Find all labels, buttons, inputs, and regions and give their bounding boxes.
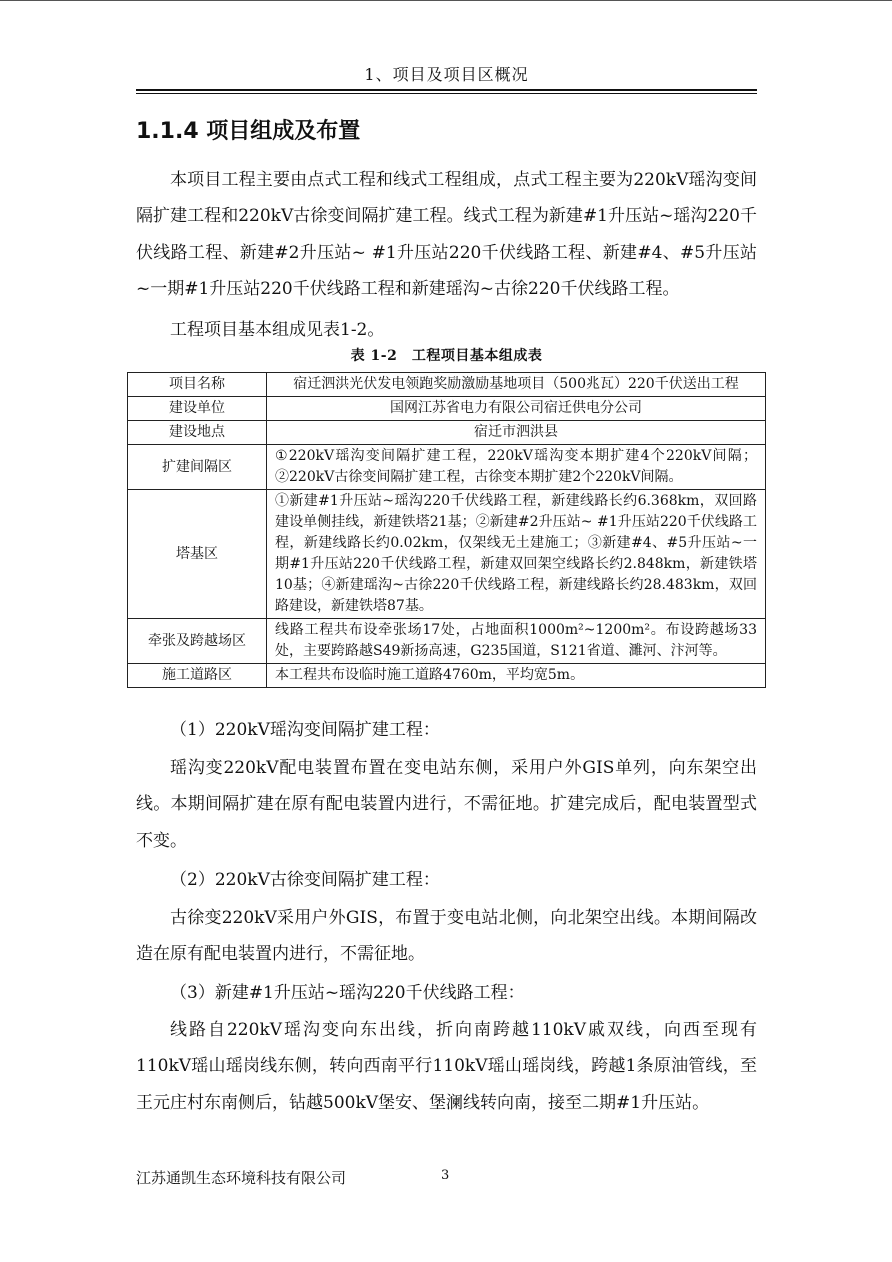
subsection-heading: （1）220kV瑶沟变间隔扩建工程： bbox=[170, 720, 440, 740]
table-row-value: ①新建#1升压站~瑶沟220千伏线路工程，新建线路长约6.368km，双回路建设单侧挂线，新建铁塔21基；②新建#2升压站~ #1升压站220千伏线路工程，新建线路长约0.02km，仅架线无土建施工；③新建#4、#5升压站~一期#1升压站220千伏线路工程，新建双回架空线路长约2.848km，新建铁塔10基；④新建瑶沟~古徐220千伏线路工程，新建线路长约28.483km，双回路建设，新建铁塔87基。 bbox=[267, 490, 766, 619]
table-reference-paragraph: 工程项目基本组成见表1-2。 bbox=[170, 320, 385, 340]
intro-paragraph: 本项目工程主要由点式工程和线式工程组成，点式工程主要为220kV瑶沟变间隔扩建工程和220kV古徐变间隔扩建工程。线式工程为新建#1升压站~瑶沟220千伏线路工程、新建#2升压站~ #1升压站220千伏线路工程、新建#4、#5升压站~一期#1升压站220千伏线路工程和新建瑶沟~古徐220千伏线路工程。 bbox=[136, 170, 757, 300]
table-row-value: ①220kV瑶沟变间隔扩建工程，220kV瑶沟变本期扩建4个220kV间隔；②220kV古徐变间隔扩建工程，古徐变本期扩建2个220kV间隔。 bbox=[267, 445, 766, 490]
table-row-label: 项目名称 bbox=[128, 373, 267, 397]
table-row bbox=[128, 421, 766, 445]
subsection-heading: （2）220kV古徐变间隔扩建工程： bbox=[170, 870, 440, 890]
table-row bbox=[128, 445, 766, 490]
footer-company: 江苏通凯生态环境科技有限公司 bbox=[136, 1169, 347, 1187]
subsection-paragraph: 瑶沟变220kV配电装置布置在变电站东侧，采用户外GIS单列，向东架空出线。本期间隔扩建在原有配电装置内进行，不需征地。扩建完成后，配电装置型式不变。 bbox=[136, 758, 757, 851]
section-title: 1.1.4 项目组成及布置 bbox=[136, 119, 361, 144]
subsection-paragraph: 古徐变220kV采用户外GIS，布置于变电站北侧，向北架空出线。本期间隔改造在原有配电装置内进行，不需征地。 bbox=[136, 908, 757, 965]
table-row-value: 宿迁泗洪光伏发电领跑奖励激励基地项目（500兆瓦）220千伏送出工程 bbox=[267, 373, 766, 397]
table-row-value: 宿迁市泗洪县 bbox=[267, 421, 766, 445]
table-row-value: 本工程共布设临时施工道路4760m，平均宽5m。 bbox=[267, 664, 766, 688]
composition-table bbox=[127, 372, 766, 688]
page-number: 3 bbox=[441, 1168, 450, 1183]
table-row bbox=[128, 397, 766, 421]
table-row-label: 建设单位 bbox=[128, 397, 267, 421]
table-caption: 表 1-2 工程项目基本组成表 bbox=[350, 348, 543, 364]
table-row bbox=[128, 619, 766, 664]
top-border-line bbox=[0, 0, 892, 1]
running-header: 1、项目及项目区概况 bbox=[364, 65, 529, 84]
header-rule-thin bbox=[136, 93, 757, 94]
table-row bbox=[128, 490, 766, 619]
table-row-label: 塔基区 bbox=[128, 490, 267, 619]
subsection-heading: （3）新建#1升压站~瑶沟220千伏线路工程： bbox=[170, 983, 525, 1003]
table-row-label: 牵张及跨越场区 bbox=[128, 619, 267, 664]
subsection-paragraph: 线路自220kV瑶沟变向东出线，折向南跨越110kV戚双线，向西至现有110kV瑶山瑶岗线东侧，转向西南平行110kV瑶山瑶岗线，跨越1条原油管线，至王元庄村东南侧后，钻越500kV堡安、堡澜线转向南，接至二期#1升压站。 bbox=[136, 1020, 757, 1113]
table-row-value: 国网江苏省电力有限公司宿迁供电分公司 bbox=[267, 397, 766, 421]
table-row-label: 建设地点 bbox=[128, 421, 267, 445]
table-row bbox=[128, 664, 766, 688]
table-row-value: 线路工程共布设牵张场17处，占地面积1000m²~1200m²。布设跨越场33处，主要跨路越S49新扬高速，G235国道，S121省道、濉河、汴河等。 bbox=[267, 619, 766, 664]
header-rule-thick bbox=[136, 89, 757, 91]
table-row-label: 施工道路区 bbox=[128, 664, 267, 688]
table-row-label: 扩建间隔区 bbox=[128, 445, 267, 490]
table-row bbox=[128, 373, 766, 397]
